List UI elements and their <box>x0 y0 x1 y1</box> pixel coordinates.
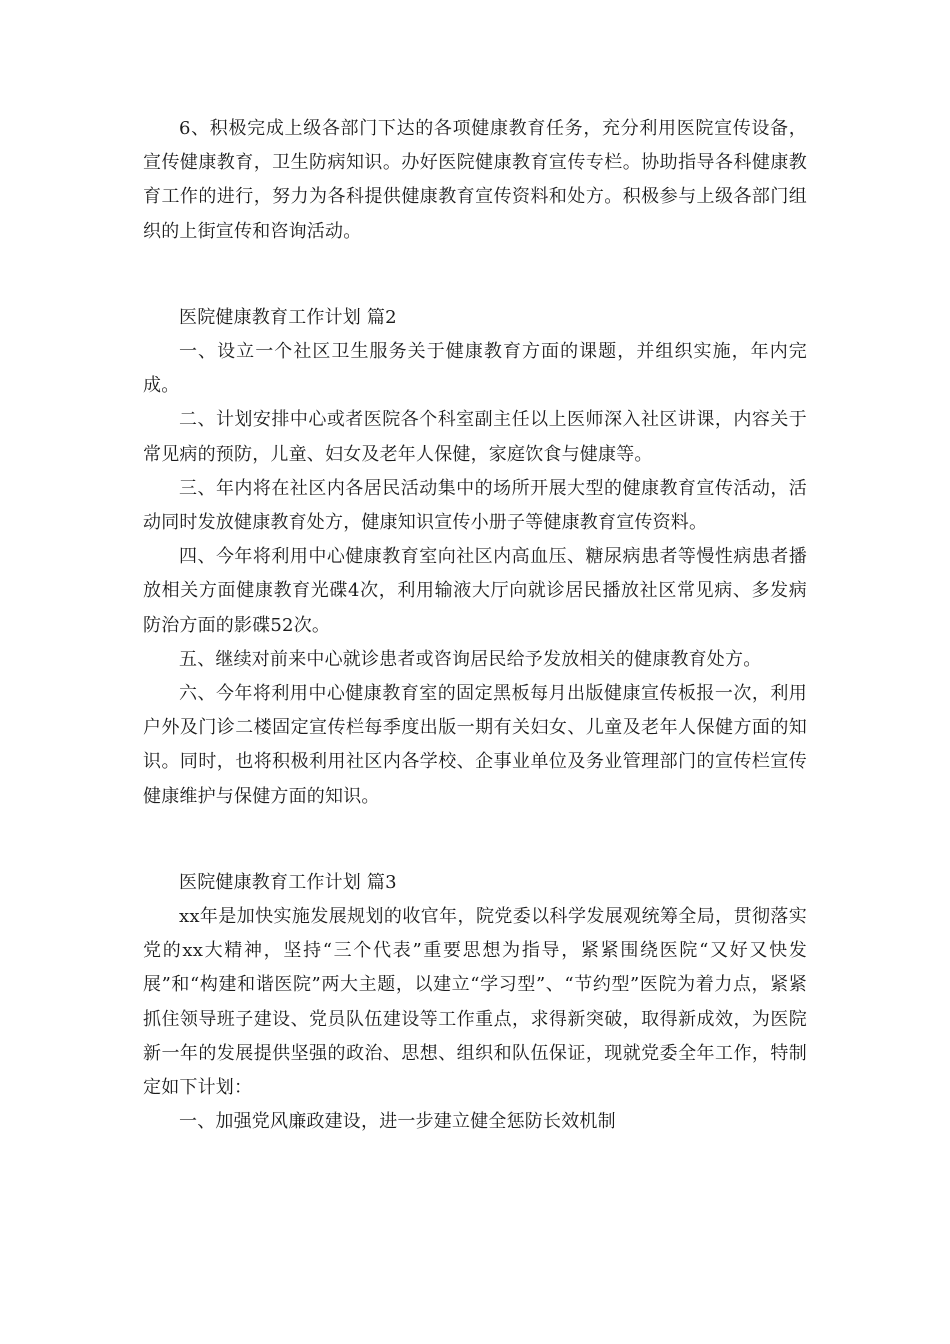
section-2-paragraph-1: 一、设立一个社区卫生服务关于健康教育方面的课题，并组织实施，年内完成。 <box>143 341 807 397</box>
section-2-paragraph-2: 二、计划安排中心或者医院各个科室副主任以上医师深入社区讲课，内容关于常见病的预防，儿童、妇女及老年人保健，家庭饮食与健康等。 <box>143 409 807 465</box>
section-2-paragraph-5: 五、继续对前来中心就诊患者或咨询居民给予发放相关的健康教育处方。 <box>179 648 762 670</box>
section-3-heading: 医院健康教育工作计划 篇3 <box>179 871 397 893</box>
section-2-heading: 医院健康教育工作计划 篇2 <box>179 306 397 328</box>
section-3-paragraph-1: xx年是加快实施发展规划的收官年，院党委以科学发展观统筹全局，贯彻落实党的xx大精神，坚持“三个代表”重要思想为指导，紧紧围绕医院“又好又快发展”和“构建和谐医院”两大主题，以建立“学习型”、“节约型”医院为着力点，紧紧抓住领导班子建设、党员队伍建设等工作重点，求得新突破，取得新成效，为医院新一年的发展提供坚强的政治、思想、组织和队伍保证，现就党委全年工作，特制定如下计划： <box>143 906 807 1099</box>
document-page <box>143 112 807 1139</box>
section-gap <box>143 249 807 301</box>
section-2-paragraph-4: 四、今年将利用中心健康教育室向社区内高血压、糖尿病患者等慢性病患者播放相关方面健康教育光碟4次，利用输液大厅向就诊居民播放社区常见病、多发病防治方面的影碟52次。 <box>143 546 807 636</box>
paragraph-6: 6、积极完成上级各部门下达的各项健康教育任务，充分利用医院宣传设备，宣传健康教育，卫生防病知识。办好医院健康教育宣传专栏。协助指导各科健康教育工作的进行，努力为各科提供健康教育宣传资料和处方。积极参与上级各部门组织的上街宣传和咨询活动。 <box>143 118 807 242</box>
section-gap <box>143 814 807 866</box>
section-2-paragraph-3: 三、年内将在社区内各居民活动集中的场所开展大型的健康教育宣传活动，活动同时发放健康教育处方，健康知识宣传小册子等健康教育宣传资料。 <box>143 477 807 534</box>
section-2-paragraph-6: 六、今年将利用中心健康教育室的固定黑板每月出版健康宣传板报一次，利用户外及门诊二楼固定宣传栏每季度出版一期有关妇女、儿童及老年人保健方面的知识。同时，也将积极利用社区内各学校、企事业单位及务业管理部门的宣传栏宣传健康维护与保健方面的知识。 <box>143 683 807 807</box>
section-3-paragraph-2: 一、加强党风廉政建设，进一步建立健全惩防长效机制 <box>179 1111 616 1133</box>
